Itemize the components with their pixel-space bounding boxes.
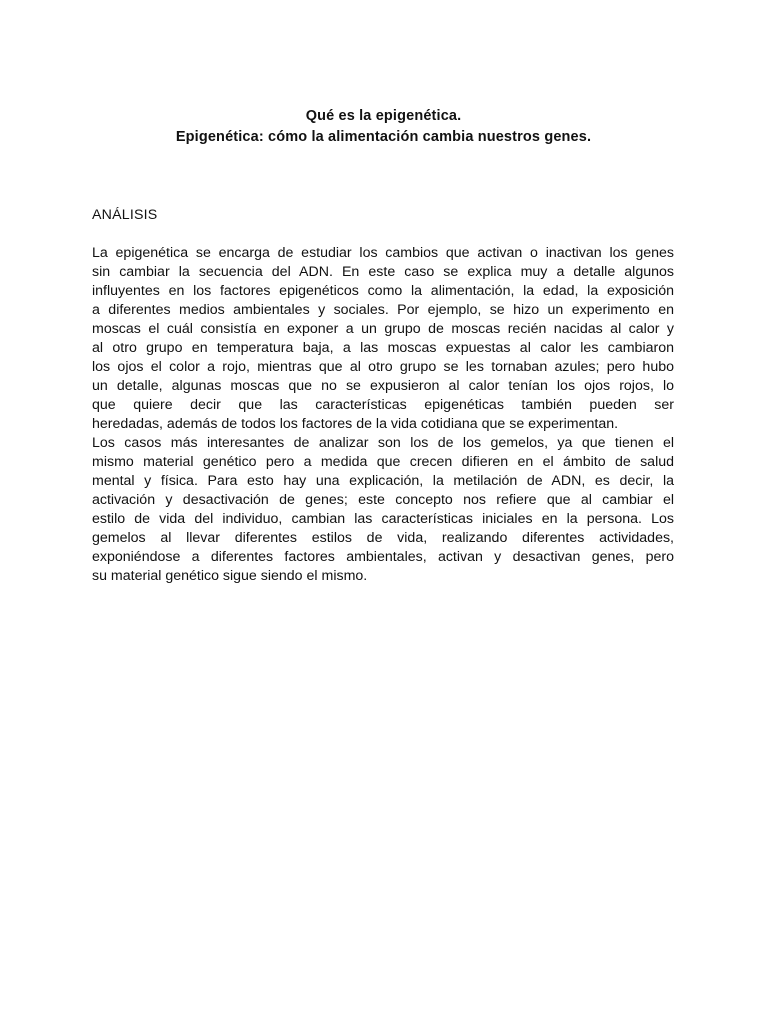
paragraph-2	[92, 434, 674, 586]
text-line: moscas el cuál consistía en exponer a un grupo de moscas recién nacidas al calor y	[92, 321, 674, 337]
text-line: al otro grupo en temperatura baja, a las moscas expuestas al calor les cambiaron	[92, 340, 674, 356]
text-line: influyentes en los factores epigenéticos como la alimentación, la edad, la exposición	[92, 283, 674, 299]
section-heading: ANÁLISIS	[92, 207, 158, 223]
text-line: que quiere decir que las características epigenéticas también pueden ser	[92, 397, 674, 413]
document-title	[92, 106, 675, 148]
text-line: a diferentes medios ambientales y sociales. Por ejemplo, se hizo un experimento en	[92, 302, 674, 318]
paragraph-1	[92, 244, 674, 434]
text-line: heredadas, además de todos los factores de la vida cotidiana que se experimentan.	[92, 416, 619, 432]
text-line: gemelos al llevar diferentes estilos de vida, realizando diferentes actividades,	[92, 530, 674, 546]
text-line: activación y desactivación de genes; este concepto nos refiere que al cambiar el	[92, 492, 674, 508]
text-line: un detalle, algunas moscas que no se expusieron al calor tenían los ojos rojos, lo	[92, 378, 674, 394]
text-line: los ojos el color a rojo, mientras que al otro grupo se les tornaban azules; pero hubo	[92, 359, 674, 375]
text-line: mental y física. Para esto hay una explicación, la metilación de ADN, es decir, la	[92, 473, 674, 489]
text-line: La epigenética se encarga de estudiar los cambios que activan o inactivan los genes	[92, 245, 674, 261]
text-line: sin cambiar la secuencia del ADN. En este caso se explica muy a detalle algunos	[92, 264, 674, 280]
text-line: su material genético sigue siendo el mismo.	[92, 568, 368, 584]
text-line: Los casos más interesantes de analizar son los de los gemelos, ya que tienen el	[92, 435, 674, 451]
text-line: exponiéndose a diferentes factores ambientales, activan y desactivan genes, pero	[92, 549, 674, 565]
analysis-body	[92, 244, 674, 586]
title-line: Qué es la epigenética.	[305, 108, 462, 124]
text-line: estilo de vida del individuo, cambian las características iniciales en la persona. Los	[92, 511, 674, 527]
subtitle-line: Epigenética: cómo la alimentación cambia nuestros genes.	[175, 129, 592, 145]
text-line: mismo material genético pero a medida que crecen difieren en el ámbito de salud	[92, 454, 674, 470]
